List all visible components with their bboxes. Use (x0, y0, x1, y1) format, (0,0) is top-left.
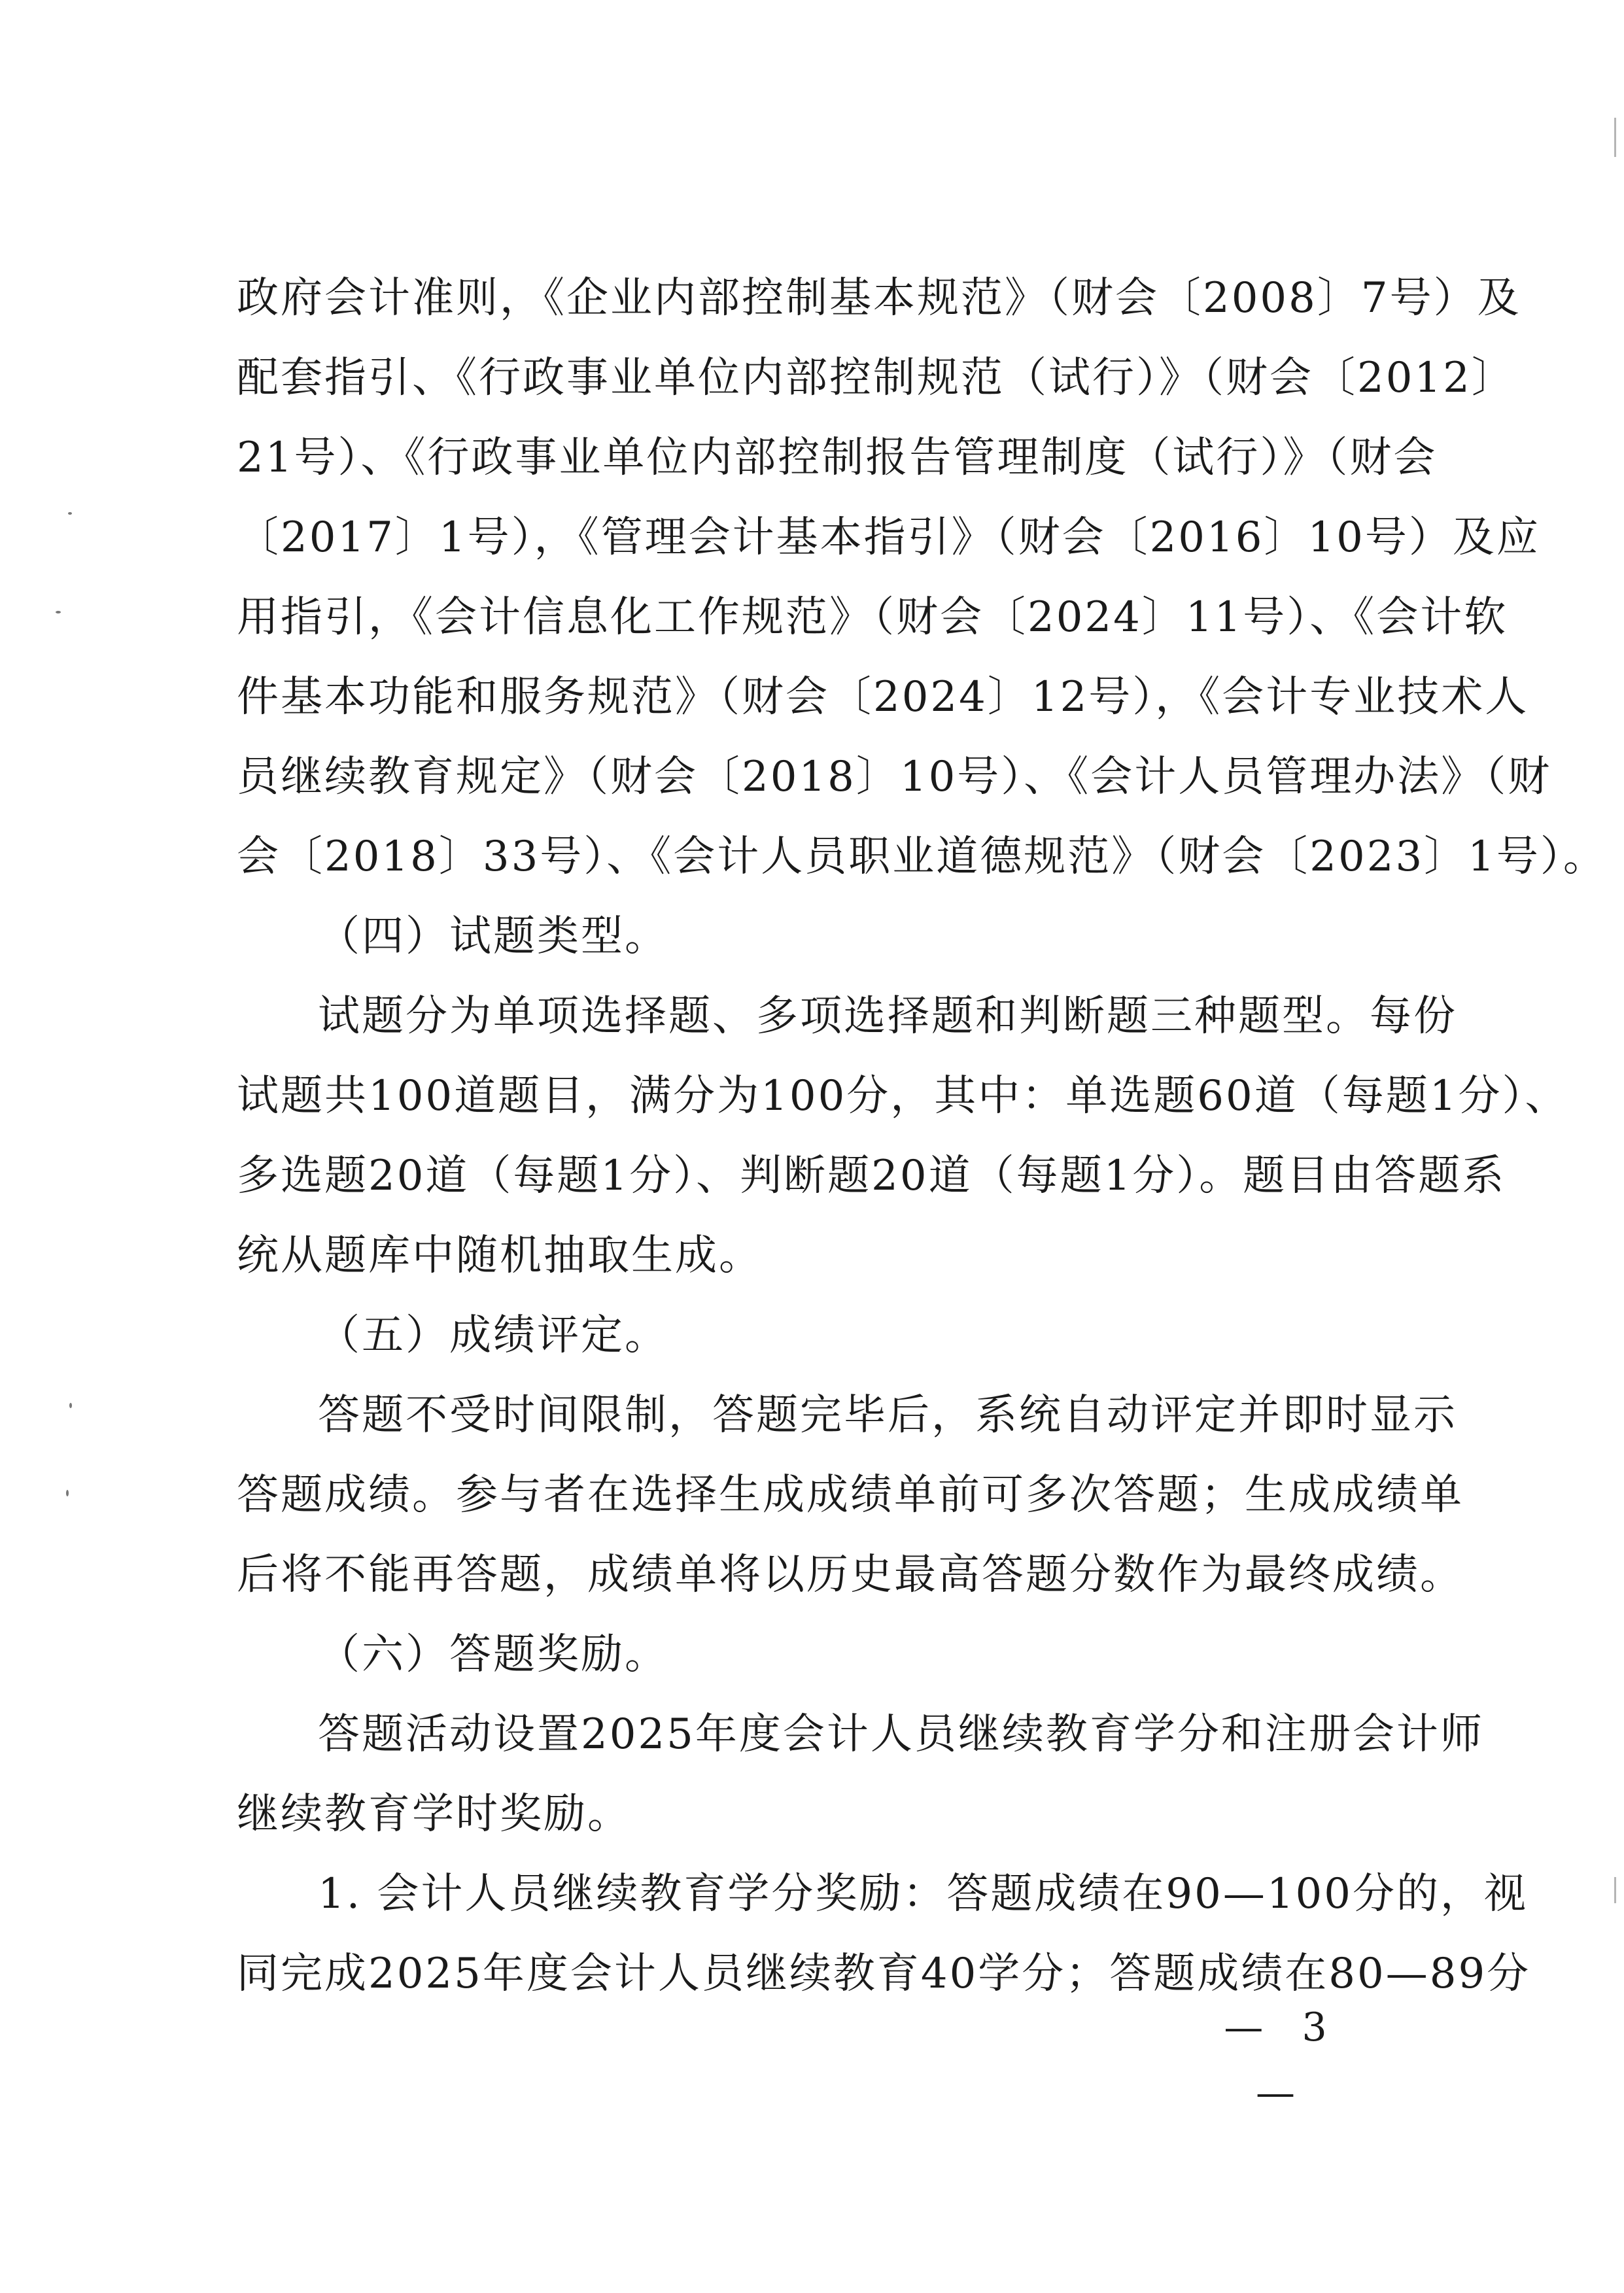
page-number: — 3 — (1224, 2005, 1340, 2116)
text-line: 配套指引、《行政事业单位内部控制规范（试行）》（财会〔2012〕 (237, 354, 1515, 402)
text-line: 统从题库中随机抽取生成。 (237, 1232, 763, 1280)
scan-speck (69, 1403, 72, 1408)
text-line: 试题分为单项选择题、多项选择题和判断题三种题型。每份 (318, 992, 1457, 1041)
text-line: （六）答题奖励。 (318, 1630, 668, 1679)
text-line: 政府会计准则，《企业内部控制基本规范》（财会〔2008〕7号）及 (237, 274, 1521, 322)
text-line: 继续教育学时奖励。 (237, 1790, 631, 1838)
text-line: 试题共100道题目，满分为100分，其中：单选题60道（每题1分）、 (237, 1072, 1569, 1120)
text-line: 答题活动设置2025年度会计人员继续教育学分和注册会计师 (318, 1710, 1484, 1759)
text-line: 多选题20道（每题1分）、判断题20道（每题1分）。题目由答题系 (237, 1152, 1506, 1200)
text-line: 21号）、《行政事业单位内部控制报告管理制度（试行）》（财会 (237, 434, 1438, 482)
text-line: 答题不受时间限制，答题完毕后，系统自动评定并即时显示 (318, 1391, 1457, 1440)
text-line: 会〔2018〕33号）、《会计人员职业道德规范》（财会〔2023〕1号）。 (237, 833, 1607, 881)
text-line: 1. 会计人员继续教育学分奖励：答题成绩在90—100分的，视 (318, 1870, 1528, 1918)
text-line: 后将不能再答题，成绩单将以历史最高答题分数作为最终成绩。 (237, 1551, 1464, 1599)
text-line: 员继续教育规定》（财会〔2018〕10号）、《会计人员管理办法》（财 (237, 753, 1552, 801)
document-body (237, 258, 1607, 2014)
scan-speck (56, 611, 61, 613)
text-line: 同完成2025年度会计人员继续教育40学分；答题成绩在80—89分 (237, 1950, 1531, 1998)
text-line: 答题成绩。参与者在选择生成成绩单前可多次答题；生成成绩单 (237, 1471, 1464, 1519)
scan-edge-mark (1614, 118, 1616, 157)
scan-edge-mark (1614, 1877, 1616, 1903)
scan-speck (66, 1490, 69, 1496)
text-line: 用指引，《会计信息化工作规范》（财会〔2024〕11号）、《会计软 (237, 593, 1508, 642)
text-line: （五）成绩评定。 (318, 1311, 668, 1360)
text-line: （四）试题类型。 (318, 912, 668, 961)
text-line: 件基本功能和服务规范》（财会〔2024〕12号），《会计专业技术人 (237, 673, 1529, 721)
scan-speck (68, 512, 72, 515)
text-line: 〔2017〕1号），《管理会计基本指引》（财会〔2016〕10号）及应 (237, 513, 1540, 562)
